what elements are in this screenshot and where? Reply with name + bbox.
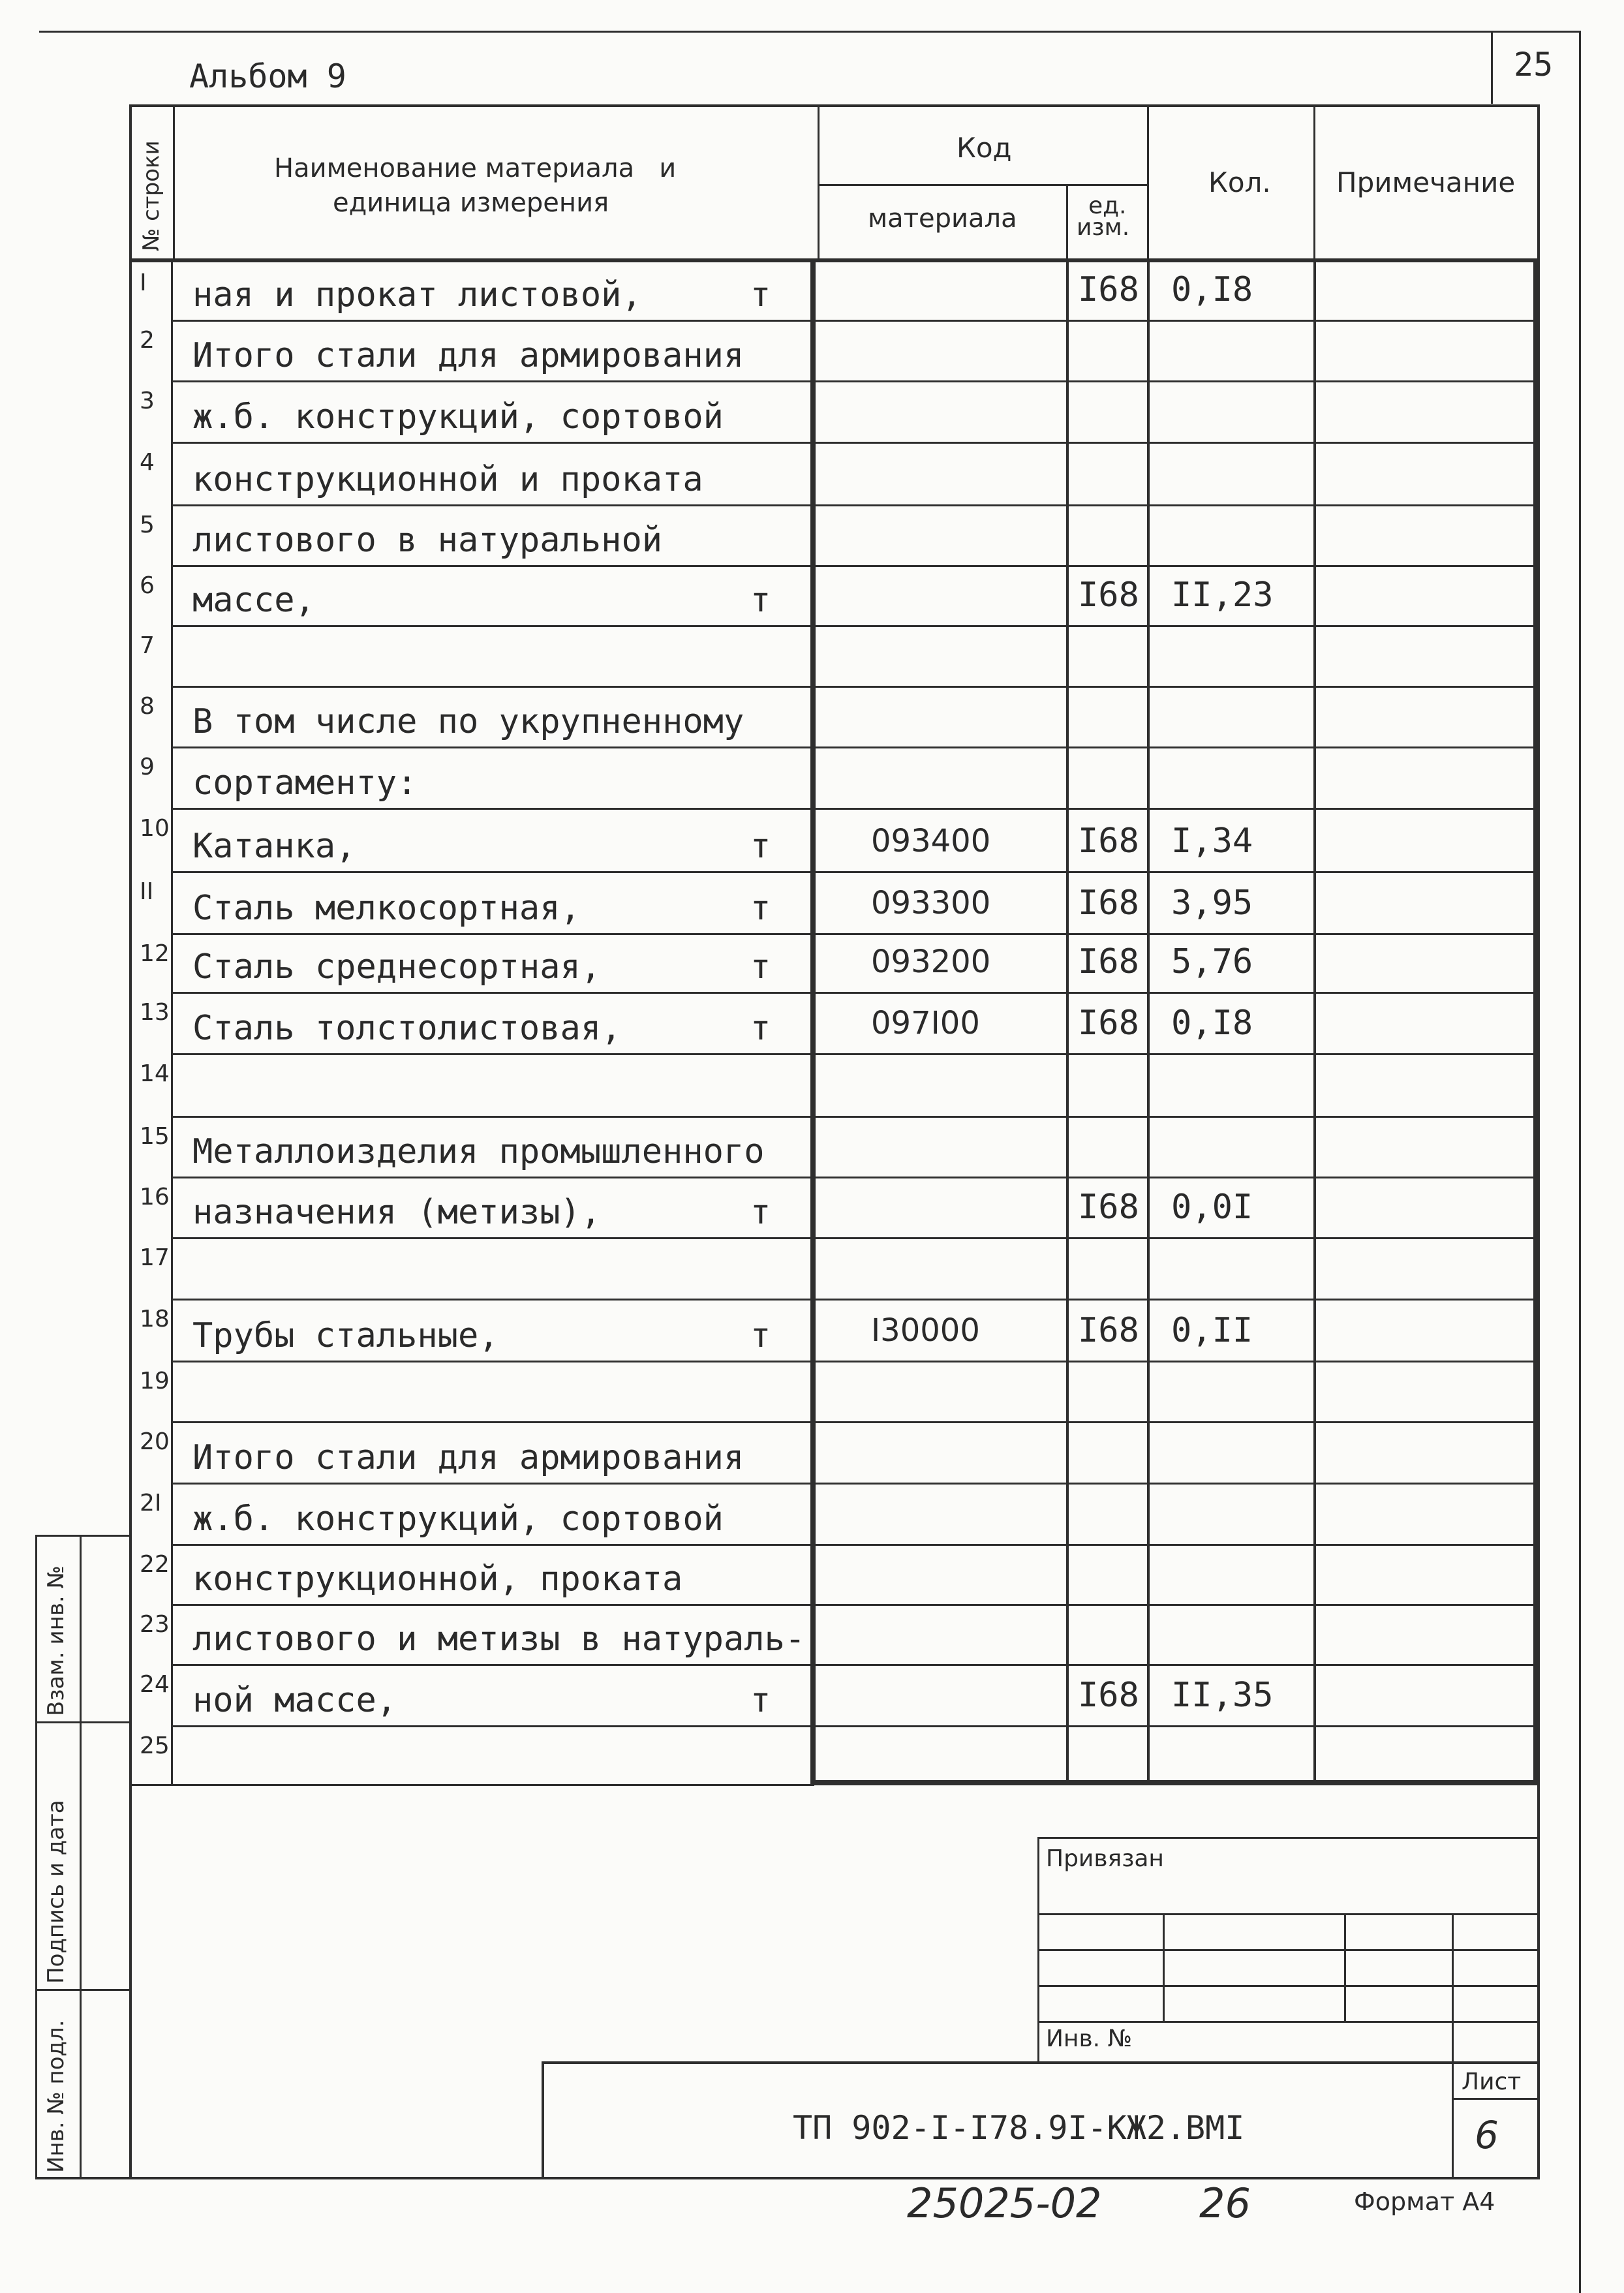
pagenum-box-left <box>1491 31 1493 104</box>
side-stamp-div1 <box>35 1721 132 1723</box>
header-sep-4 <box>1147 104 1149 260</box>
row-unit-t: т <box>750 947 771 987</box>
header-unit-line2: изм. <box>1077 214 1130 241</box>
tb-line-3 <box>1037 1985 1540 1987</box>
row-name: Катанка, <box>192 827 356 866</box>
row-unit-t: т <box>750 275 771 315</box>
row-unit-code: I68 <box>1078 1188 1139 1227</box>
row-rule <box>171 808 1536 810</box>
row-rule <box>171 1664 1536 1666</box>
page-number: 25 <box>1514 46 1554 84</box>
side-stamp-sep <box>80 1535 82 2178</box>
row-rule <box>171 380 1536 382</box>
footer-format: Формат А4 <box>1354 2187 1495 2216</box>
col-line-code-left <box>810 258 816 1785</box>
row-unit-code: I68 <box>1078 1004 1139 1043</box>
row-number: I <box>140 269 147 296</box>
row-number: 18 <box>140 1306 170 1332</box>
row-number: 15 <box>140 1123 170 1150</box>
header-name-line2: единица измерения <box>333 188 609 218</box>
tb-sheet-number: 6 <box>1475 2113 1499 2157</box>
row-rule <box>171 442 1536 444</box>
row-rule <box>171 746 1536 748</box>
row-material-code: 093300 <box>871 885 991 921</box>
row-rule <box>171 871 1536 873</box>
tb-privyazan: Привязан <box>1046 1845 1164 1872</box>
row-quantity: 5,76 <box>1171 942 1253 981</box>
header-qty: Кол. <box>1208 166 1271 198</box>
row-number: 8 <box>140 693 155 720</box>
footer-second-number: 26 <box>1199 2179 1251 2227</box>
row-name: листового и метизы в натураль- <box>192 1620 806 1659</box>
row-material-code: 097I00 <box>871 1005 980 1041</box>
row-name: Сталь мелкосортная, <box>192 889 581 928</box>
row-unit-code: I68 <box>1078 1311 1139 1350</box>
row-number: 2 <box>140 327 155 354</box>
row-unit-t: т <box>750 1316 771 1355</box>
side-stamp-podpis: Подпись и дата <box>43 1800 69 1984</box>
row-number: II <box>140 878 154 905</box>
row-unit-code: I68 <box>1078 270 1139 309</box>
row-number: 12 <box>140 940 170 967</box>
col-line-unit <box>1066 258 1069 1785</box>
row-rule <box>171 1237 1536 1239</box>
row-number: 22 <box>140 1551 170 1578</box>
row-quantity: 0,I8 <box>1171 270 1253 309</box>
tb-sheet-sep <box>1452 2098 1540 2100</box>
row-name: В том числе по укрупненному <box>192 702 744 741</box>
frame-right <box>1579 31 1581 2293</box>
side-stamp-left <box>35 1535 37 2178</box>
row-number: 2I <box>140 1490 162 1516</box>
header-material: материала <box>868 204 1017 234</box>
header-note: Примечание <box>1336 166 1516 198</box>
row-rule <box>171 320 1536 322</box>
tb-inv-no: Инв. № <box>1046 2025 1133 2052</box>
row-rule <box>171 1544 1536 1546</box>
row-name: ж.б. конструкций, сортовой <box>192 397 724 437</box>
row-material-code: I30000 <box>871 1312 980 1349</box>
header-code: Код <box>957 132 1012 164</box>
row-rule <box>171 1725 1536 1727</box>
side-stamp-inv-podl: Инв. № подл. <box>43 2020 69 2173</box>
row-number: 23 <box>140 1611 170 1638</box>
row-rule <box>171 1116 1536 1118</box>
tb-line-1 <box>1037 1913 1540 1915</box>
header-sep-5 <box>1313 104 1315 260</box>
row-unit-code: I68 <box>1078 822 1139 861</box>
row-rule <box>171 504 1536 506</box>
row-quantity: II,35 <box>1171 1676 1274 1715</box>
row-name: ной массе, <box>192 1681 397 1720</box>
row-rule <box>171 625 1536 627</box>
row-rule <box>171 1053 1536 1055</box>
row-number: 20 <box>140 1428 170 1455</box>
row-number: 25 <box>140 1732 170 1759</box>
row-unit-t: т <box>750 581 771 620</box>
col-line-rownum <box>171 258 173 1785</box>
row-quantity: II,23 <box>1171 576 1274 615</box>
tb-main-top <box>542 2061 1540 2064</box>
body-bottom-rule <box>129 1784 814 1786</box>
header-sep-3 <box>1066 185 1068 260</box>
row-rule <box>171 1421 1536 1423</box>
row-name: Итого стали для армирования <box>192 1438 744 1477</box>
row-unit-code: I68 <box>1078 576 1139 615</box>
header-code-underline <box>818 184 1149 186</box>
row-name: листового в натуральной <box>192 521 663 560</box>
tb-sheet-label: Лист <box>1462 2069 1522 2095</box>
row-quantity: 0,I8 <box>1171 1004 1253 1043</box>
tb-main-left <box>542 2061 544 2178</box>
tb-vsep-1 <box>1163 1913 1165 2021</box>
row-number: 16 <box>140 1184 170 1210</box>
body-thick-right <box>1533 258 1539 1785</box>
row-unit-t: т <box>750 1681 771 1720</box>
row-number: 4 <box>140 449 155 476</box>
row-rule <box>171 686 1536 688</box>
row-quantity: 0,II <box>1171 1311 1253 1350</box>
row-unit-code: I68 <box>1078 884 1139 923</box>
header-name-line1: Наименование материала и <box>274 153 677 183</box>
side-stamp-div2 <box>35 1989 132 1991</box>
col-line-note <box>1313 258 1316 1785</box>
row-name: Сталь толстолистовая, <box>192 1009 622 1048</box>
row-number: 14 <box>140 1060 170 1087</box>
row-number: 5 <box>140 512 155 538</box>
row-rule <box>171 1483 1536 1485</box>
row-number: 17 <box>140 1244 170 1271</box>
row-name: Сталь среднесортная, <box>192 947 602 987</box>
row-name: массе, <box>192 581 315 620</box>
row-rule <box>171 992 1536 994</box>
tb-vsep-3 <box>1452 1913 1454 2178</box>
row-name: сортаменту: <box>192 763 418 803</box>
row-unit-t: т <box>750 827 771 866</box>
row-name: Итого стали для армирования <box>192 336 744 375</box>
tb-document-code: ТП 902-I-I78.9I-КЖ2.ВМI <box>793 2109 1245 2147</box>
row-name: ж.б. конструкций, сортовой <box>192 1500 724 1539</box>
row-quantity: I,34 <box>1171 822 1253 861</box>
row-material-code: 093200 <box>871 944 991 980</box>
tb-vsep-2 <box>1344 1913 1346 2021</box>
row-unit-code: I68 <box>1078 1676 1139 1715</box>
side-stamp-vzam: Взам. инв. № <box>43 1565 69 1716</box>
row-number-header: № строки <box>138 140 164 251</box>
row-number: 24 <box>140 1671 170 1698</box>
row-number: 9 <box>140 754 155 780</box>
tb-top <box>1037 1837 1540 1839</box>
body-thick-top <box>129 258 1540 262</box>
header-unit-line1: ед. <box>1088 192 1127 219</box>
row-unit-code: I68 <box>1078 942 1139 981</box>
row-rule <box>171 933 1536 935</box>
table-bottom <box>35 2177 1540 2179</box>
row-unit-t: т <box>750 889 771 928</box>
row-number: 3 <box>140 388 155 414</box>
row-name: Металлоизделия промышленного <box>192 1132 765 1171</box>
side-stamp-top <box>35 1535 132 1537</box>
row-unit-t: т <box>750 1193 771 1232</box>
row-quantity: 3,95 <box>1171 884 1253 923</box>
header-sep-2 <box>818 104 820 260</box>
row-name: конструкционной, проката <box>192 1560 683 1599</box>
table-top <box>129 104 1539 107</box>
row-number: 13 <box>140 999 170 1026</box>
row-rule <box>171 565 1536 567</box>
frame-top <box>39 31 1579 33</box>
row-name: конструкционной и проката <box>192 460 703 499</box>
row-rule <box>171 1299 1536 1300</box>
row-rule <box>171 1177 1536 1178</box>
tb-line-4 <box>1037 2021 1540 2023</box>
row-name: ная и прокат листовой, <box>192 275 642 315</box>
row-number: 10 <box>140 815 170 842</box>
col-line-qty <box>1147 258 1150 1785</box>
table-left <box>129 104 132 2178</box>
row-number: 19 <box>140 1368 170 1394</box>
row-rule <box>171 1361 1536 1362</box>
row-material-code: 093400 <box>871 823 991 859</box>
row-number: 7 <box>140 632 155 659</box>
row-name: назначения (метизы), <box>192 1193 602 1232</box>
album-label: Альбом 9 <box>189 57 346 95</box>
row-unit-t: т <box>750 1009 771 1048</box>
row-name: Трубы стальные, <box>192 1316 499 1355</box>
header-sep-1 <box>173 104 175 260</box>
row-quantity: 0,0I <box>1171 1188 1253 1227</box>
row-number: 6 <box>140 572 155 599</box>
body-thick-bottom <box>810 1780 1539 1785</box>
tb-line-2 <box>1037 1949 1540 1951</box>
row-rule <box>171 1604 1536 1606</box>
footer-archive-number: 25025-02 <box>907 2179 1102 2227</box>
